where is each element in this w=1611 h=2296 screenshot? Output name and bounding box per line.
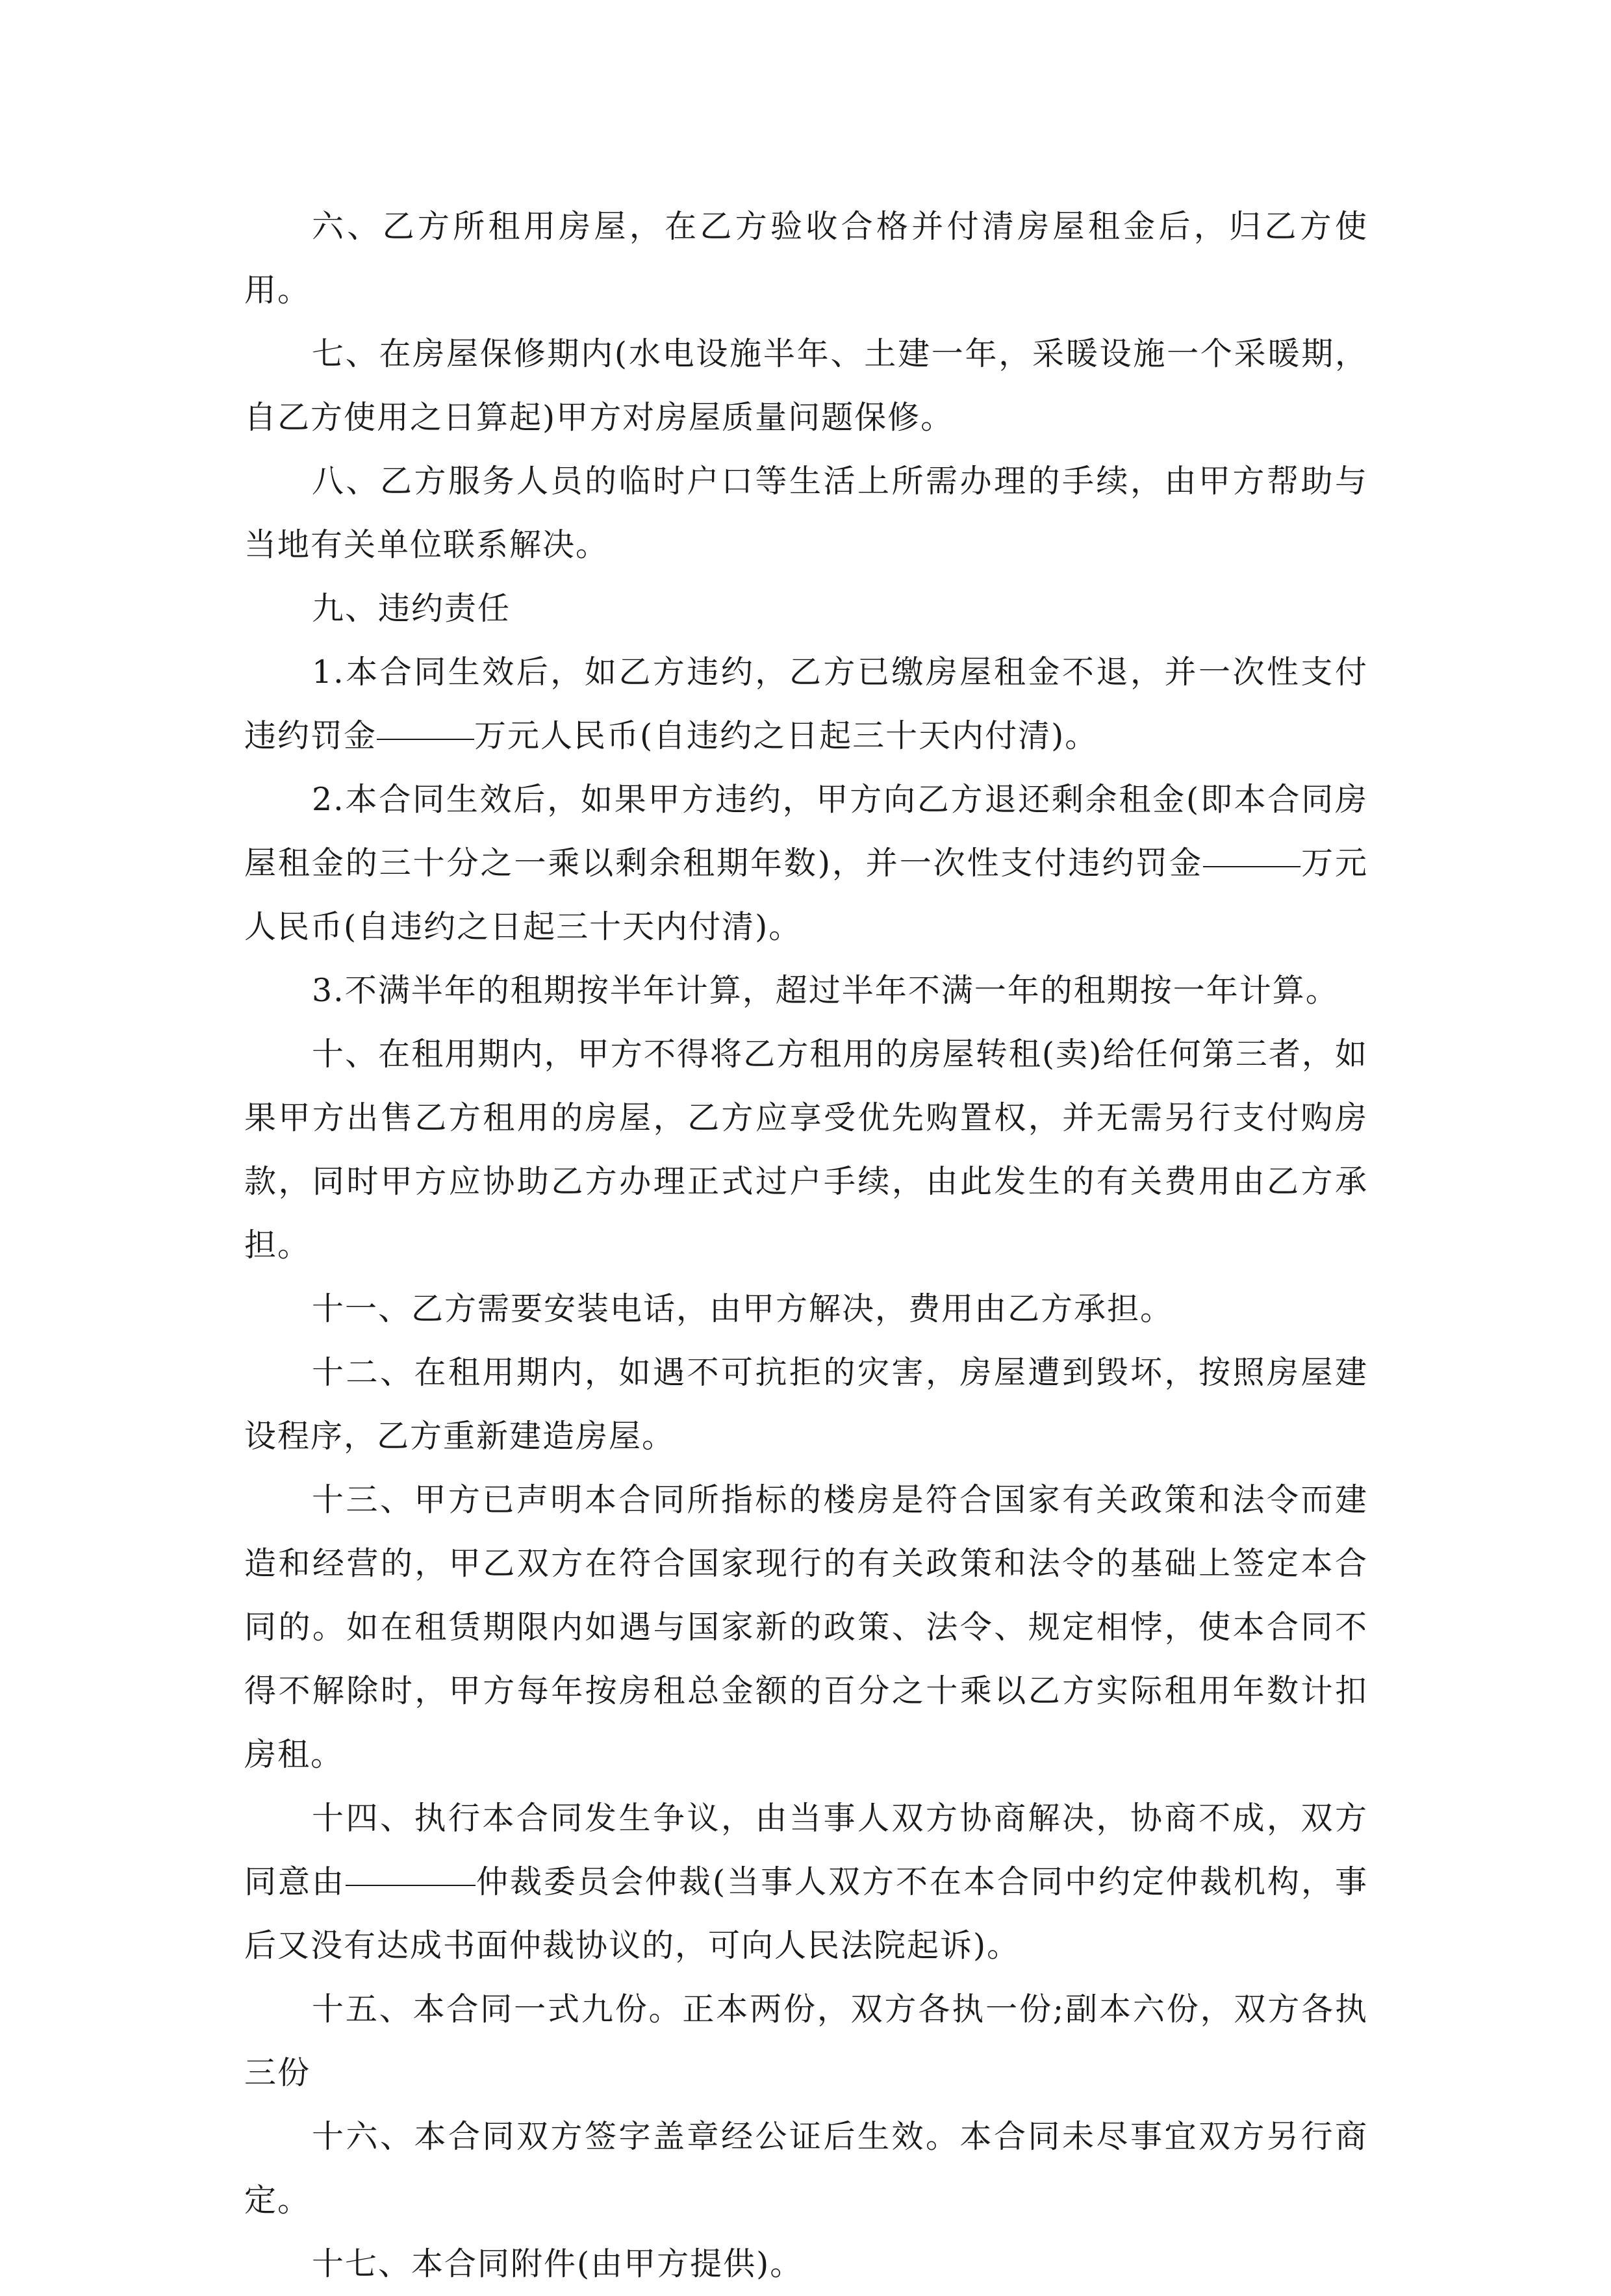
clause-14: [244, 1787, 1368, 1978]
clause-9-2: [244, 768, 1368, 959]
clause-16: 十六、本合同双方签字盖章经公证后生效。本合同未尽事宜双方另行商定。: [244, 2118, 1368, 2219]
clause-9-1-text-before: 1.本合同生效后，如乙方违约，乙方已缴房屋租金不退，并一次性支付违约罚金: [244, 654, 1368, 754]
clause-11: 十一、乙方需要安装电话，由甲方解决，费用由乙方承担。: [312, 1290, 1174, 1327]
penalty-amount-blank-2: [1203, 865, 1300, 867]
penalty-amount-blank-1: [377, 738, 474, 740]
clause-9-2-text-before: 2.本合同生效后，如果甲方违约，甲方向乙方退还剩余租金(即本合同房屋租金的三十分之一乘以剩余租期年数)，并一次性支付违约罚金: [244, 781, 1368, 882]
clause-12: 十二、在租用期内，如遇不可抗拒的灾害，房屋遭到毁坏，按照房屋建设程序，乙方重新建造房屋。: [244, 1354, 1368, 1455]
clause-9-3: 3.不满半年的租期按半年计算，超过半年不满一年的租期按一年计算。: [312, 972, 1339, 1009]
clause-9-2-text-after: 万元人民币(自违约之日起三十天内付清)。: [244, 845, 1368, 945]
clause-14-text-before: 十四、执行本合同发生争议，由当事人双方协商解决，协商不成，双方同意由: [244, 1800, 1368, 1900]
clause-9-heading: 九、违约责任: [312, 590, 511, 627]
clause-15: 十五、本合同一式九份。正本两份，双方各执一份;副本六份，双方各执三份: [244, 1991, 1368, 2091]
arbitration-committee-blank: [346, 1884, 476, 1886]
clause-14-text-after: 仲裁委员会仲裁(当事人双方不在本合同中约定仲裁机构，事后又没有达成书面仲裁协议的，可向人民法院起诉)。: [244, 1863, 1368, 1964]
clause-8: 八、乙方服务人员的临时户口等生活上所需办理的手续，由甲方帮助与当地有关单位联系解决。: [244, 463, 1368, 563]
clause-9-1: [244, 641, 1368, 768]
contract-body: [244, 195, 1368, 2296]
clause-9-1-text-after: 万元人民币(自违约之日起三十天内付清)。: [474, 717, 1098, 754]
clause-7: 七、在房屋保修期内(水电设施半年、土建一年，采暖设施一个采暖期，自乙方使用之日算起)甲方对房屋质量问题保修。: [244, 335, 1368, 436]
clause-17: 十七、本合同附件(由甲方提供)。: [312, 2245, 804, 2282]
clause-10: 十、在租用期内，甲方不得将乙方租用的房屋转租(卖)给任何第三者，如果甲方出售乙方租用的房屋，乙方应享受优先购置权，并无需另行支付购房款，同时甲方应协助乙方办理正式过户手续，由此发生的有关费用由乙方承担。: [244, 1036, 1368, 1264]
clause-13: 十三、甲方已声明本合同所指标的楼房是符合国家有关政策和法令而建造和经营的，甲乙双方在符合国家现行的有关政策和法令的基础上签定本合同的。如在租赁期限内如遇与国家新的政策、法令、规定相悖，使本合同不得不解除时，甲方每年按房租总金额的百分之十乘以乙方实际租用年数计扣房租。: [244, 1481, 1368, 1773]
clause-6: 六、乙方所租用房屋，在乙方验收合格并付清房屋租金后，归乙方使用。: [244, 208, 1368, 309]
